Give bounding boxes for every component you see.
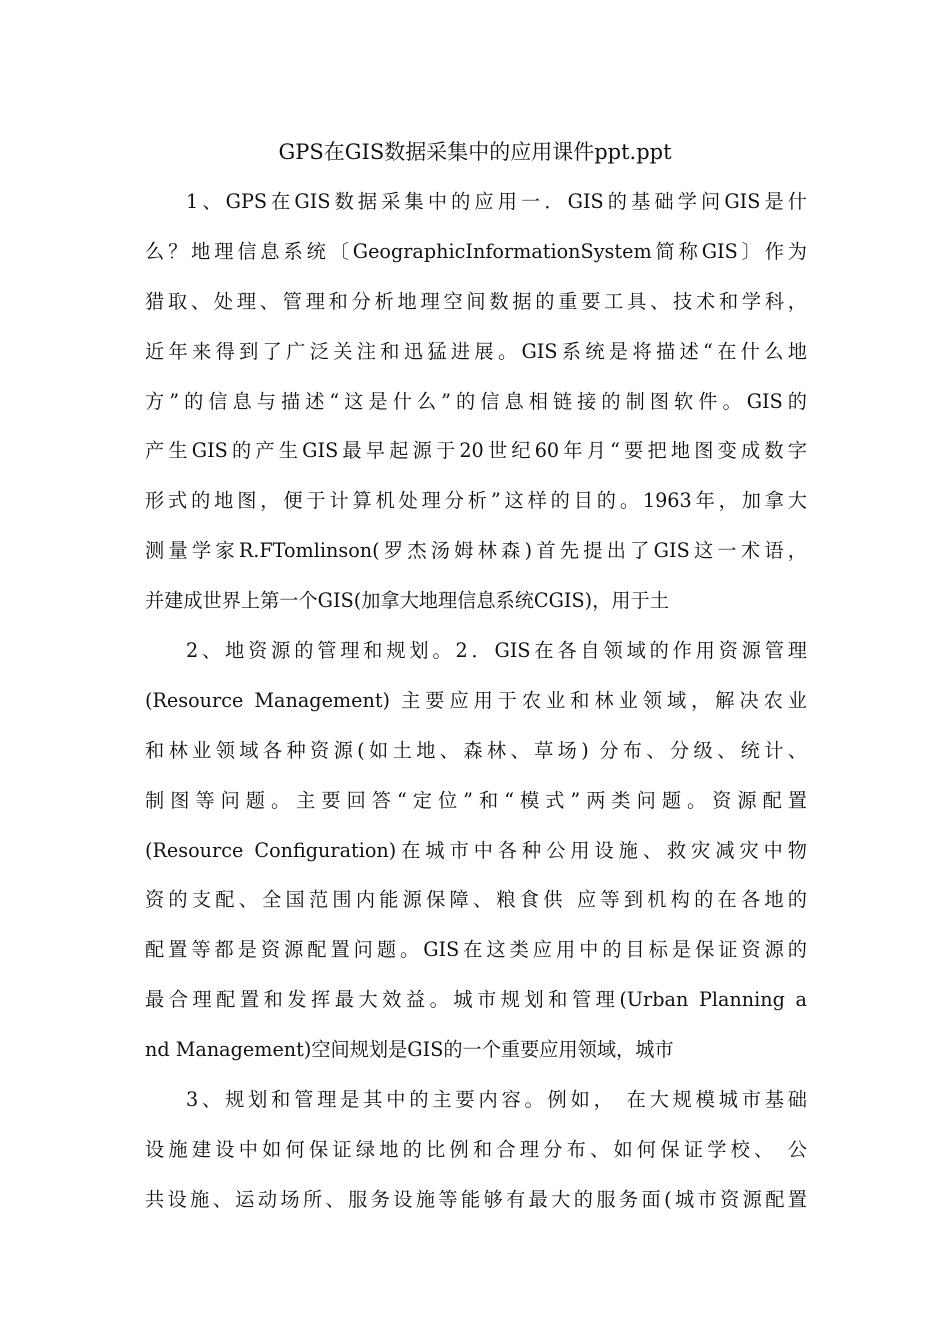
document-body <box>145 184 807 1232</box>
text-line: 资的支配、全国范围内能源保障、粮食供 应等到机构的在各地的 <box>145 888 807 912</box>
text-line: 最合理配置和发挥最大效益。城市规划和管理(Urban Planning a <box>145 988 807 1012</box>
text-line: 近年来得到了广泛关注和迅猛进展。GIS系统是将描述“在什么地 <box>145 339 807 363</box>
text-line: 1、GPS在GIS数据采集中的应用一．GIS的基础学问GIS是什 <box>186 190 807 213</box>
text-line: 制图等问题。主要回答“定位”和“模式”两类问题。资源配置 <box>145 788 807 812</box>
text-line: 和林业领域各种资源(如土地、森林、草场) 分布、分级、统计、 <box>145 738 807 762</box>
text-line: 测量学家R.FTomlinson(罗杰汤姆林森)首先提出了GIS这一术语， <box>145 539 807 563</box>
text-line: 2、地资源的管理和规划。2．GIS在各自领域的作用资源管理 <box>186 639 807 663</box>
text-line: 配置等都是资源配置问题。GIS在这类应用中的目标是保证资源的 <box>145 938 807 962</box>
text-line: 产生GIS的产生GIS最早起源于20世纪60年月“要把地图变成数字 <box>145 439 807 463</box>
text-line: 3、规划和管理是其中的主要内容。例如， 在大规模城市基础 <box>186 1088 807 1112</box>
text-line: 么？地理信息系统〔GeographicInformationSystem简称GIS〕作为 <box>145 239 807 263</box>
document-title: GPS在GIS数据采集中的应用课件ppt.ppt <box>278 140 672 164</box>
text-line: 形式的地图，便于计算机处理分析”这样的目的。1963年，加拿大 <box>145 489 807 513</box>
text-line: (Resource Configuration)在城市中各种公用设施、救灾减灾中物 <box>145 838 807 862</box>
text-line: 共设施、运动场所、服务设施等能够有最大的服务面(城市资源配置 <box>145 1187 807 1211</box>
text-line: 猎取、处理、管理和分析地理空间数据的重要工具、技术和学科， <box>145 289 807 313</box>
text-line: nd Management)空间规划是GIS的一个重要应用领域，城市 <box>145 1038 674 1062</box>
text-line: 并建成世界上第一个GIS(加拿大地理信息系统CGIS)，用于土 <box>145 589 669 613</box>
text-line: 方”的信息与描述“这是什么”的信息相链接的制图软件。GIS的 <box>145 389 807 413</box>
text-line: 设施建设中如何保证绿地的比例和合理分布、如何保证学校、 公 <box>145 1137 807 1161</box>
text-line: (Resource Management) 主要应用于农业和林业领域，解决农业 <box>145 688 807 712</box>
